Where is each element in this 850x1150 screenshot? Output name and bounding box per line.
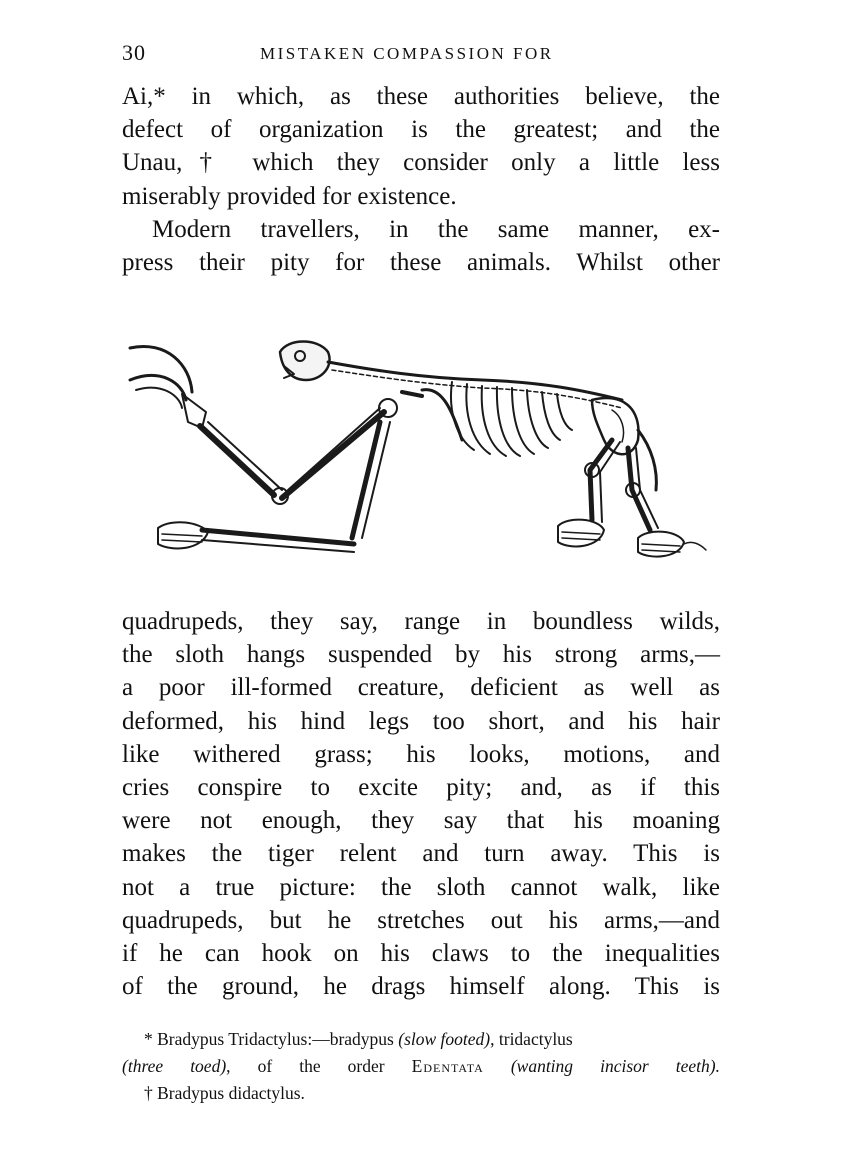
footnote-text: , tridactylus xyxy=(490,1029,573,1049)
sloth-skeleton-illustration xyxy=(122,330,722,580)
tail xyxy=(638,430,656,490)
text-line: makes the tiger relent and turn away. This is xyxy=(122,840,720,868)
text-line: a poor ill-formed creature, deficient as well as xyxy=(122,674,720,702)
hind-feet xyxy=(558,520,706,557)
text-line: miserably provided for existence. xyxy=(122,182,457,210)
text-line: Unau,† which they consider only a little less xyxy=(122,149,720,177)
front-limb xyxy=(200,399,397,504)
footnote-text: , of the order xyxy=(226,1056,412,1076)
body-text-bottom xyxy=(122,605,720,1003)
text-line: quadrupeds, but he stretches out his arms,—and xyxy=(122,906,720,934)
footnote-2: † Bradypus didactylus. xyxy=(144,1083,305,1103)
running-head: MISTAKEN COMPASSION FOR xyxy=(260,44,554,63)
text-line: deformed, his hind legs too short, and his hair xyxy=(122,707,720,735)
upper-claw xyxy=(130,346,206,428)
footnote-italic: (wanting incisor teeth). xyxy=(510,1056,720,1076)
pelvis xyxy=(592,398,639,454)
footnote-order-name: Edentata xyxy=(411,1056,484,1076)
text-line: defect of organization is the greatest; and the xyxy=(122,116,720,144)
text-line: press their pity for these animals. Whilst other xyxy=(122,248,720,276)
page-header xyxy=(122,40,720,68)
text-line: quadrupeds, they say, range in boundless wilds, xyxy=(122,608,720,635)
text-line: if he can hook on his claws to the inequalities xyxy=(122,939,720,967)
footnote-text: * Bradypus Tridactylus:—bradypus xyxy=(144,1029,399,1049)
footnote-1 xyxy=(122,1026,720,1053)
footnote-1-continued xyxy=(122,1053,720,1080)
text-line: the sloth hangs suspended by his strong arms,— xyxy=(122,641,720,669)
text-line: Modern travellers, in the same manner, ex- xyxy=(152,215,720,243)
text-line: like withered grass; his looks, motions, and xyxy=(122,740,720,768)
page-number: 30 xyxy=(122,40,146,65)
footnote-text xyxy=(484,1056,511,1076)
text-line: Ai,* in which, as these authorities believe, the xyxy=(122,83,720,110)
spine xyxy=(328,362,622,408)
rib-cage xyxy=(402,382,572,456)
footnotes xyxy=(122,1026,720,1107)
ground-limb xyxy=(158,422,390,552)
text-line: not a true picture: the sloth cannot walk, like xyxy=(122,873,720,901)
text-line: cries conspire to excite pity; and, as if this xyxy=(122,773,720,801)
footnote-italic: (slow footed) xyxy=(398,1029,491,1049)
skull xyxy=(280,342,330,381)
footnote-italic: (three toed) xyxy=(122,1056,227,1076)
text-line: were not enough, they say that his moaning xyxy=(122,807,720,835)
body-text-top xyxy=(122,80,720,279)
text-line: of the ground, he drags himself along. This is xyxy=(122,973,720,1001)
